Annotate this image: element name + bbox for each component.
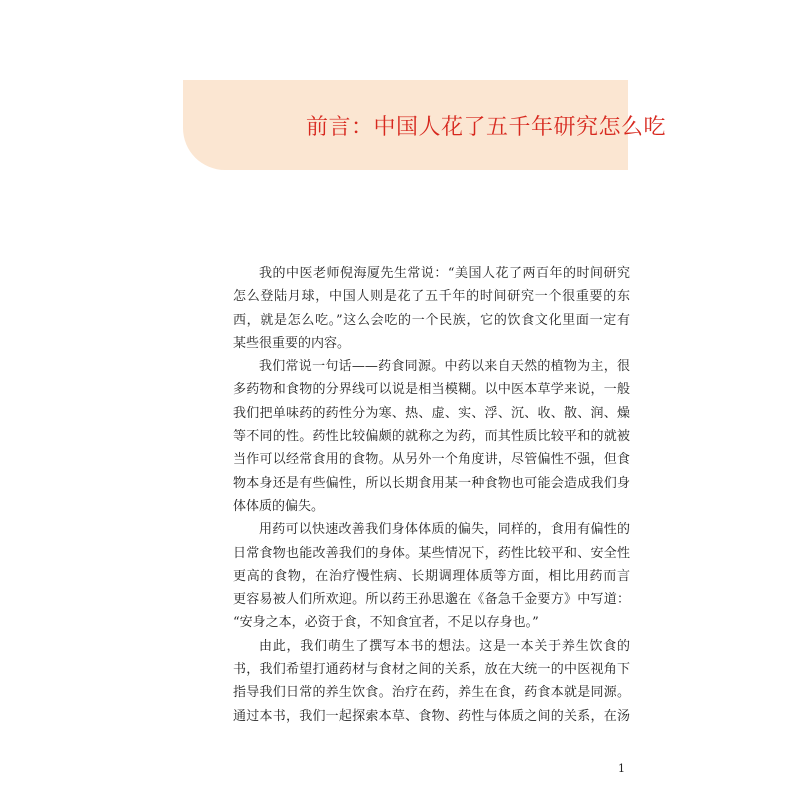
page-title: 前言：中国人花了五千年研究怎么吃 [306, 115, 667, 140]
text-line: 通过本书，我们一起探索本草、食物、药性与体质之间的关系，在汤 [233, 708, 630, 724]
text-line: 指导我们日常的养生饮食。治疗在药，养生在食，药食本就是同源。 [233, 685, 630, 701]
paragraph [233, 355, 630, 518]
text-line: 更高的食物，在治疗慢性病、长期调理体质等方面，相比用药而言 [233, 568, 630, 584]
text-line: “安身之本，必资于食，不知食宜者，不足以存身也。” [233, 615, 539, 631]
text-line: 等不同的性。药性比较偏颇的就称之为药，而其性质比较平和的就被 [233, 429, 630, 445]
text-line: 某些很重要的内容。 [233, 335, 351, 351]
text-line: 西，就是怎么吃。”这么会吃的一个民族，它的饮食文化里面一定有 [233, 312, 630, 328]
text-line: 怎么登陆月球，中国人则是花了五千年的时间研究一个很重要的东 [233, 289, 630, 305]
text-line: 我们常说一句话——药食同源。中药以来自天然的植物为主，很 [259, 359, 630, 375]
text-line: 我的中医老师倪海厦先生常说：“美国人花了两百年的时间研究 [259, 266, 630, 281]
paragraph [233, 635, 630, 728]
text-line: 由此，我们萌生了撰写本书的想法。这是一本关于养生饮食的 [259, 638, 630, 654]
text-line: 书，我们希望打通药材与食材之间的关系，放在大统一的中医视角下 [233, 662, 630, 678]
text-line: 我们把单味药的药性分为寒、热、虚、实、浮、沉、收、散、润、燥 [233, 405, 630, 421]
text-line: 更容易被人们所欢迎。所以药王孙思邈在《备急千金要方》中写道： [233, 592, 630, 608]
text-line: 当作可以经常食用的食物。从另外一个角度讲，尽管偏性不强，但食 [233, 452, 630, 468]
text-line: 多药物和食物的分界线可以说是相当模糊。以中医本草学来说，一般 [233, 382, 630, 398]
page-number: 1 [618, 762, 625, 775]
paragraph [233, 262, 630, 355]
text-line: 日常食物也能改善我们的身体。某些情况下，药性比较平和、安全性 [233, 545, 630, 561]
paragraph [233, 518, 630, 634]
body-text [233, 262, 630, 728]
text-line: 体体质的偏失。 [233, 498, 325, 514]
text-line: 用药可以快速改善我们身体体质的偏失，同样的，食用有偏性的 [259, 522, 630, 538]
text-line: 物本身还是有些偏性，所以长期食用某一种食物也可能会造成我们身 [233, 475, 630, 491]
